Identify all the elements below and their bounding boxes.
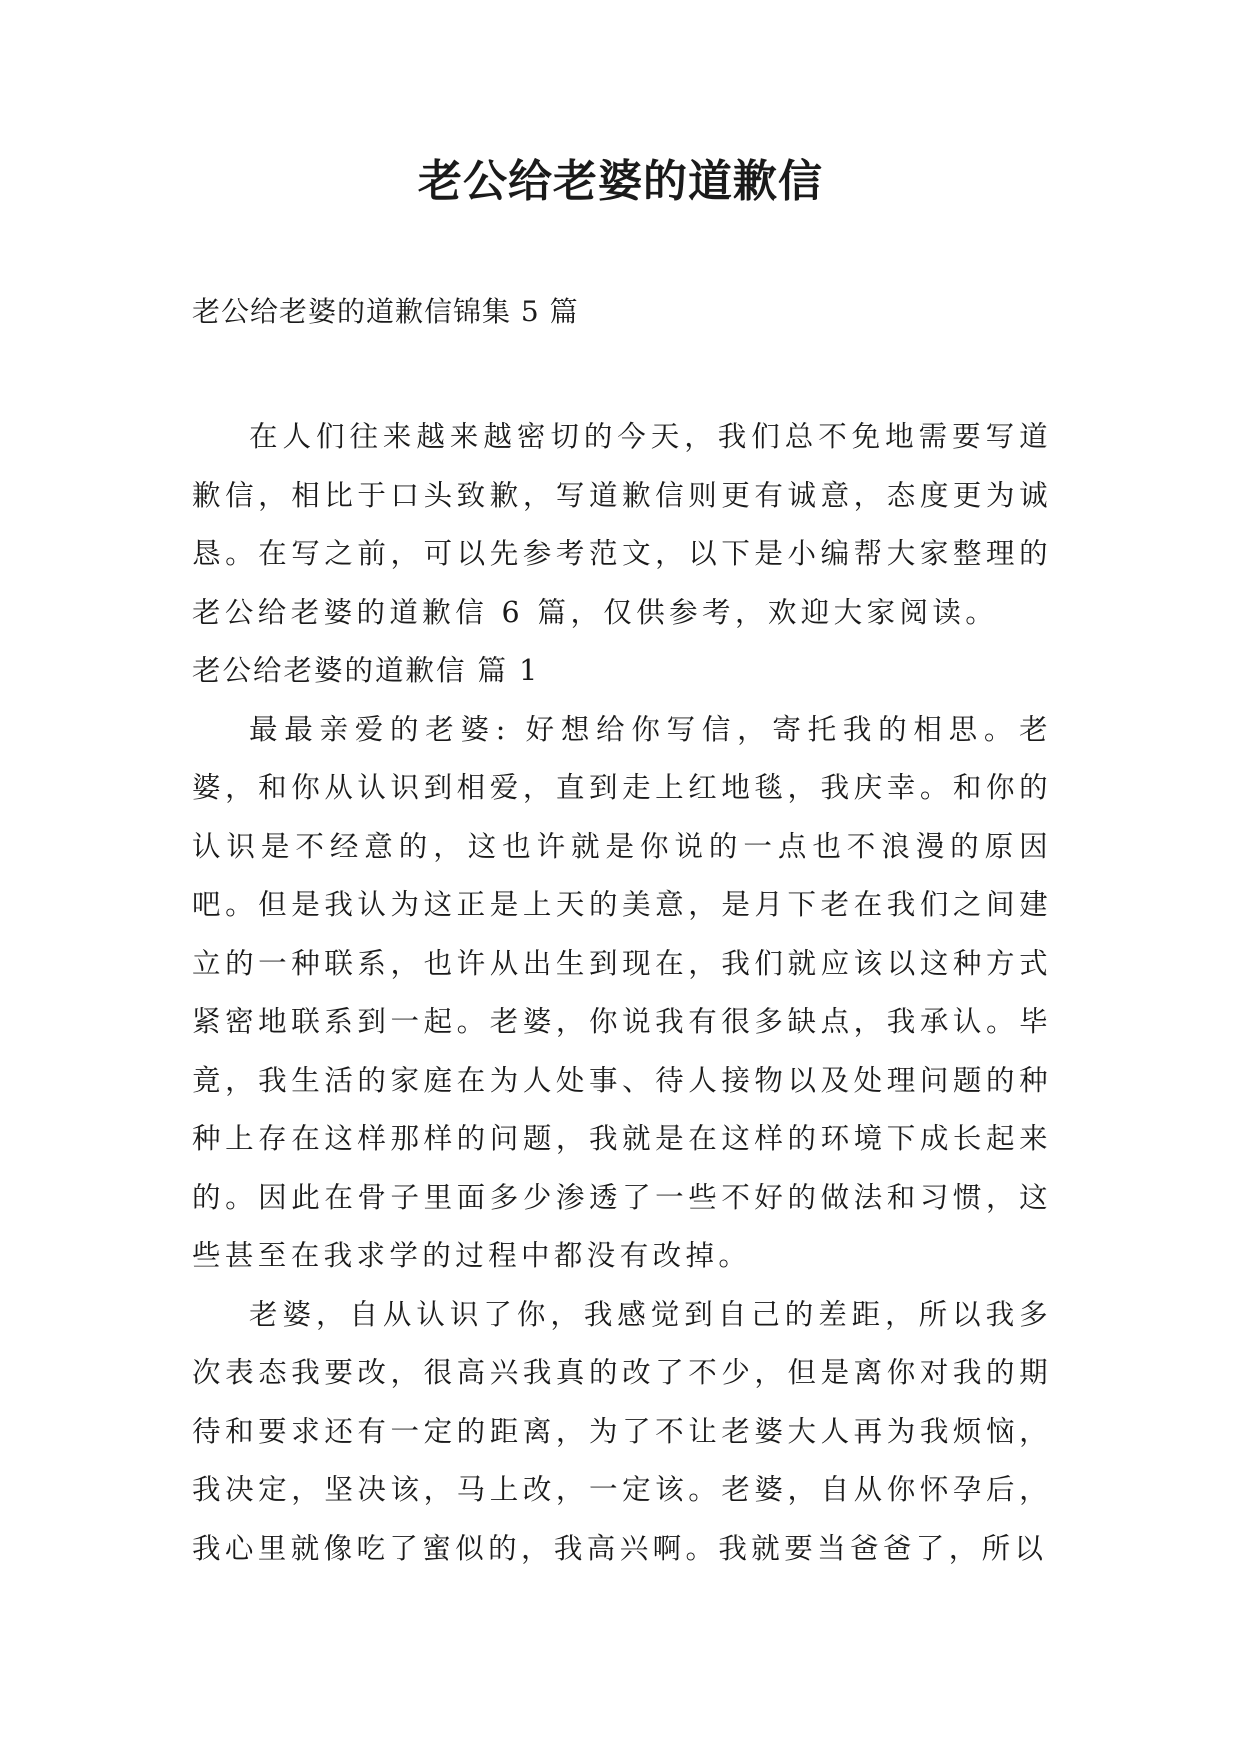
document-subtitle: 老公给老婆的道歉信锦集 5 篇 (192, 295, 579, 328)
document-title: 老公给老婆的道歉信 (418, 156, 823, 207)
letter-paragraph-1: 最最亲爱的老婆: 好想给你写信，寄托我的相思。老婆，和你从认识到相爱，直到走上红地毯，我庆幸。和你的认识是不经意的，这也许就是你说的一点也不浪漫的原因吧。但是我认为这正是上天的美意，是月下老在我们之间建立的一种联系，也许从出生到现在，我们就应该以这种方式紧密地联系到一起。老婆，你说我有很多缺点，我承认。毕竟，我生活的家庭在为人处事、待人接物以及处理问题的种种上存在这样那样的问题，我就是在这样的环境下成长起来的。因此在骨子里面多少渗透了一些不好的做法和习惯，这些甚至在我求学的过程中都没有改掉。 (192, 712, 1052, 1272)
letter-paragraph-2: 老婆，自从认识了你，我感觉到自己的差距，所以我多次表态我要改，很高兴我真的改了不少，但是离你对我的期待和要求还有一定的距离，为了不让老婆大人再为我烦恼，我决定，坚决该，马上改，一定该。老婆，自从你怀孕后，我心里就像吃了蜜似的，我高兴啊。我就要当爸爸了，所以 (192, 1297, 1052, 1565)
document-body (192, 408, 1052, 1578)
section-heading: 老公给老婆的道歉信 篇 1 (192, 654, 540, 687)
intro-paragraph: 在人们往来越来越密切的今天，我们总不免地需要写道歉信，相比于口头致歉，写道歉信则更有诚意，态度更为诚恳。在写之前，可以先参考范文，以下是小编帮大家整理的老公给老婆的道歉信 6 篇，仅供参考，欢迎大家阅读。 (192, 420, 1052, 629)
